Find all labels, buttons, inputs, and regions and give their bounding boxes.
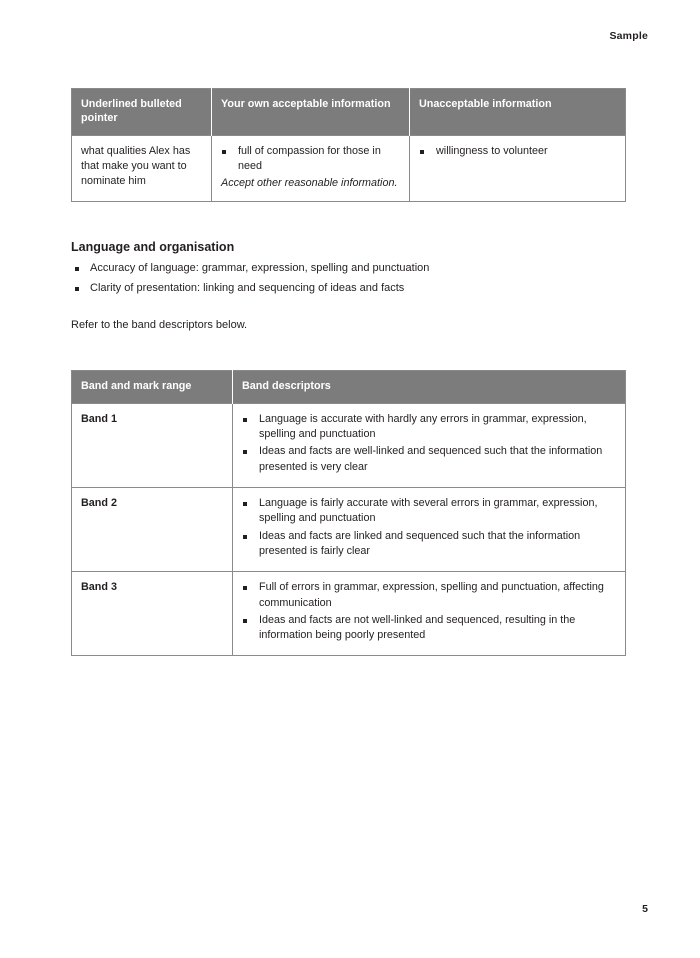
acceptable-list (221, 144, 400, 175)
list-item: willingness to volunteer (419, 144, 616, 159)
list-item: Clarity of presentation: linking and sequencing of ideas and facts (71, 281, 625, 297)
cell-acceptable (212, 135, 410, 202)
table-row (72, 135, 626, 202)
table-row (72, 403, 626, 487)
list-item: Language is accurate with hardly any errors in grammar, expression, spelling and punctuation (242, 412, 616, 443)
cell-unacceptable (410, 135, 626, 202)
table-row (72, 487, 626, 571)
list-item: Ideas and facts are linked and sequenced such that the information presented is fairly clear (242, 529, 616, 560)
list-item: Ideas and facts are not well-linked and sequenced, resulting in the information being poorly presented (242, 613, 616, 644)
column-header-unacceptable: Unacceptable information (410, 89, 626, 136)
list-item: Ideas and facts are well-linked and sequenced such that the information presented is very clear (242, 444, 616, 475)
list-item: full of compassion for those in need (221, 144, 400, 175)
marking-table (71, 88, 626, 202)
column-header-pointer: Underlined bulleted pointer (72, 89, 212, 136)
list-item: Language is fairly accurate with several errors in grammar, expression, spelling and punctuation (242, 496, 616, 527)
cell-band: Band 1 (72, 403, 233, 487)
unacceptable-list (419, 144, 616, 159)
page-number: 5 (642, 903, 648, 915)
list-item: Accuracy of language: grammar, expression, spelling and punctuation (71, 261, 625, 277)
band-descriptors-table (71, 370, 626, 656)
cell-descriptors (233, 572, 626, 656)
section-note: Refer to the band descriptors below. (71, 319, 248, 332)
section-heading: Language and organisation (71, 240, 235, 255)
table-header-row (72, 89, 626, 136)
list-item: Full of errors in grammar, expression, spelling and punctuation, affecting communication (242, 580, 616, 611)
cell-descriptors (233, 487, 626, 571)
column-header-band: Band and mark range (72, 371, 233, 403)
column-header-descriptors: Band descriptors (233, 371, 626, 403)
descriptor-list (242, 580, 616, 643)
descriptor-list (242, 412, 616, 475)
descriptor-list (242, 496, 616, 559)
table-row (72, 572, 626, 656)
page-header-label: Sample (609, 30, 648, 42)
table-header-row (72, 371, 626, 403)
column-header-acceptable: Your own acceptable information (212, 89, 410, 136)
spacer (71, 334, 625, 370)
page-content (71, 88, 625, 656)
acceptable-note: Accept other reasonable information. (221, 177, 398, 190)
cell-pointer: what qualities Alex has that make you want to nominate him (72, 135, 212, 202)
criteria-list (71, 261, 625, 297)
cell-descriptors (233, 403, 626, 487)
cell-band: Band 2 (72, 487, 233, 571)
cell-band: Band 3 (72, 572, 233, 656)
